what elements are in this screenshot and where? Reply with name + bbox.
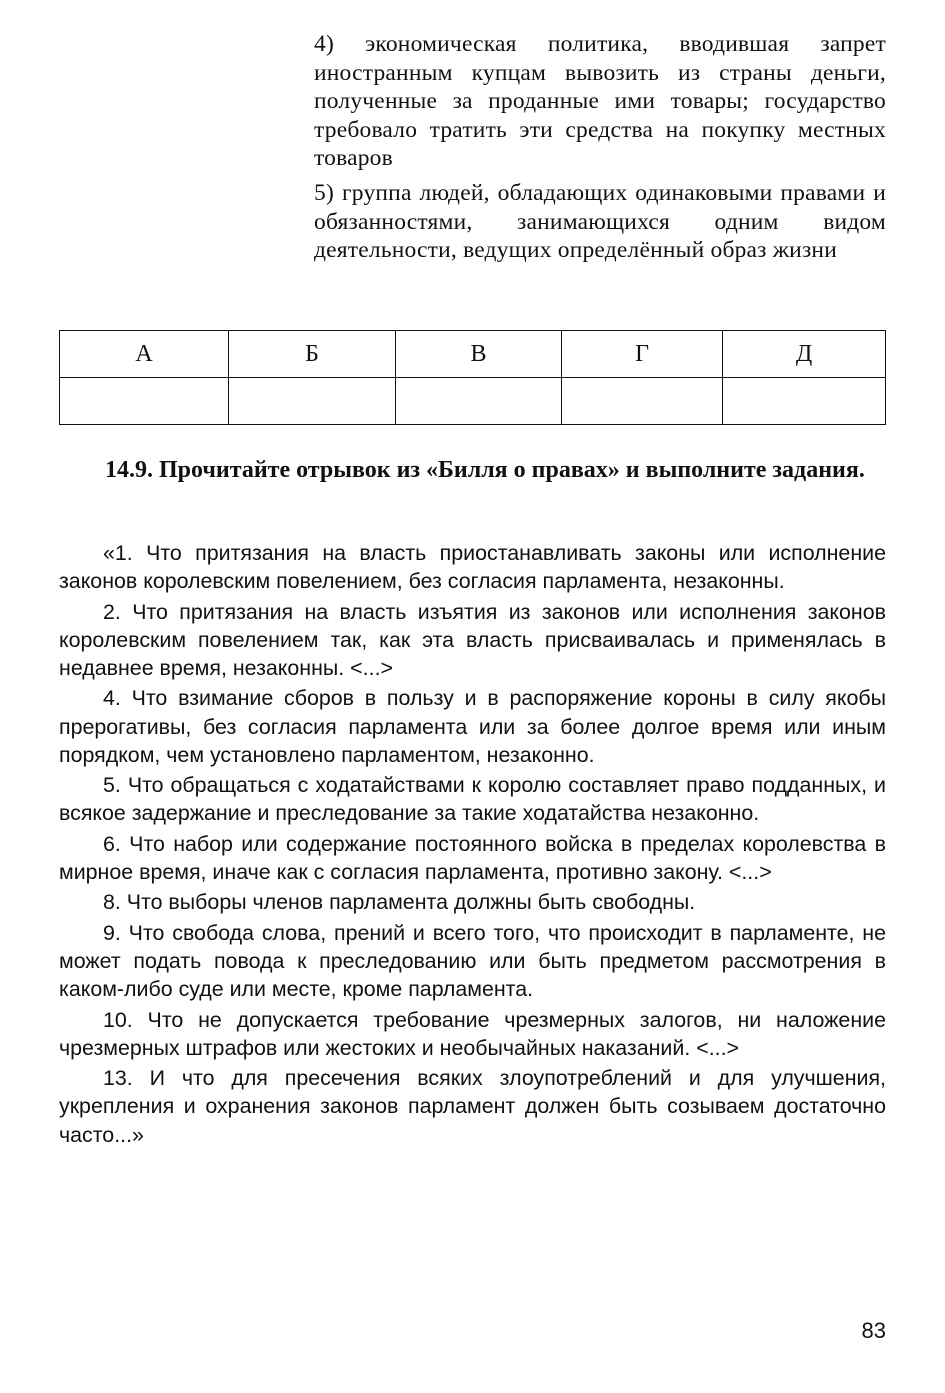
quote-paragraph: 10. Что не допускается требование чрезмерных залогов, ни наложение чрезмерных штрафов или жестоких и необычайных наказаний. <...> [59, 1007, 886, 1060]
definitions-list [314, 30, 886, 271]
answer-cell-b[interactable] [229, 378, 396, 425]
answer-cell-d[interactable] [723, 378, 886, 425]
answer-table-header-d: Д [723, 331, 886, 378]
quote-paragraph: 2. Что притязания на власть изъятия из законов или исполнения законов королевским повелением так, как эта власть присваивалась и применялась в недавнее время, незаконны. <...> [59, 599, 886, 680]
answer-table-header-row [60, 331, 886, 378]
page-number: 83 [861, 1318, 886, 1343]
answer-table-header-b: Б [229, 331, 396, 378]
quote-paragraph: 6. Что набор или содержание постоянного войска в пределах королевства в мирное время, иначе как с согласия парламента, противно закону. <...> [59, 831, 886, 884]
quote-paragraph: «1. Что притязания на власть приостанавливать законы или исполнение законов королевским повелением, без согласия парламента, незаконны. [59, 541, 886, 594]
definition-item: 5) группа людей, обладающих одинаковыми правами и обязанностями, занимающихся одним видом деятельности, ведущих определённый образ жизни [314, 179, 886, 264]
answer-cell-v[interactable] [396, 378, 562, 425]
answer-cell-g[interactable] [562, 378, 723, 425]
answer-table-header-g: Г [562, 331, 723, 378]
bill-of-rights-excerpt [59, 539, 886, 1151]
answer-cell-a[interactable] [60, 378, 229, 425]
quote-paragraph: 8. Что выборы членов парламента должны быть свободны. [103, 890, 696, 915]
quote-paragraph: 9. Что свобода слова, прений и всего того, что происходит в парламенте, не может подать повода к преследованию или быть предметом рассмотрения в каком-либо суде или месте, кроме парламента. [59, 920, 886, 1002]
answer-table-answer-row [60, 378, 886, 425]
quote-paragraph: 13. И что для пресечения всяких злоупотреблений и для улучшения, укрепления и охранения законов парламент должен быть созываем достаточно часто...» [59, 1066, 886, 1147]
answer-table [59, 330, 886, 425]
answer-table-header-v: В [396, 331, 562, 378]
quote-paragraph: 4. Что взимание сборов в пользу и в распоряжение короны в силу якобы прерогативы, без согласия парламента или за более долгое время или иным порядком, чем установлено парламентом, незаконно. [59, 686, 886, 767]
task-heading: 14.9. Прочитайте отрывок из «Билля о правах» и выполните задания. [105, 457, 865, 483]
quote-paragraph: 5. Что обращаться с ходатайствами к королю составляет право подданных, и всякое задержание и преследование за такие ходатайства незаконно. [59, 773, 886, 826]
answer-table-header-a: А [60, 331, 229, 378]
definition-item: 4) экономическая политика, вводившая запрет иностранным купцам вывозить из страны деньги, полученные за проданные ими товары; государство требовало тратить эти средства на покупку местных товаров [314, 31, 886, 172]
